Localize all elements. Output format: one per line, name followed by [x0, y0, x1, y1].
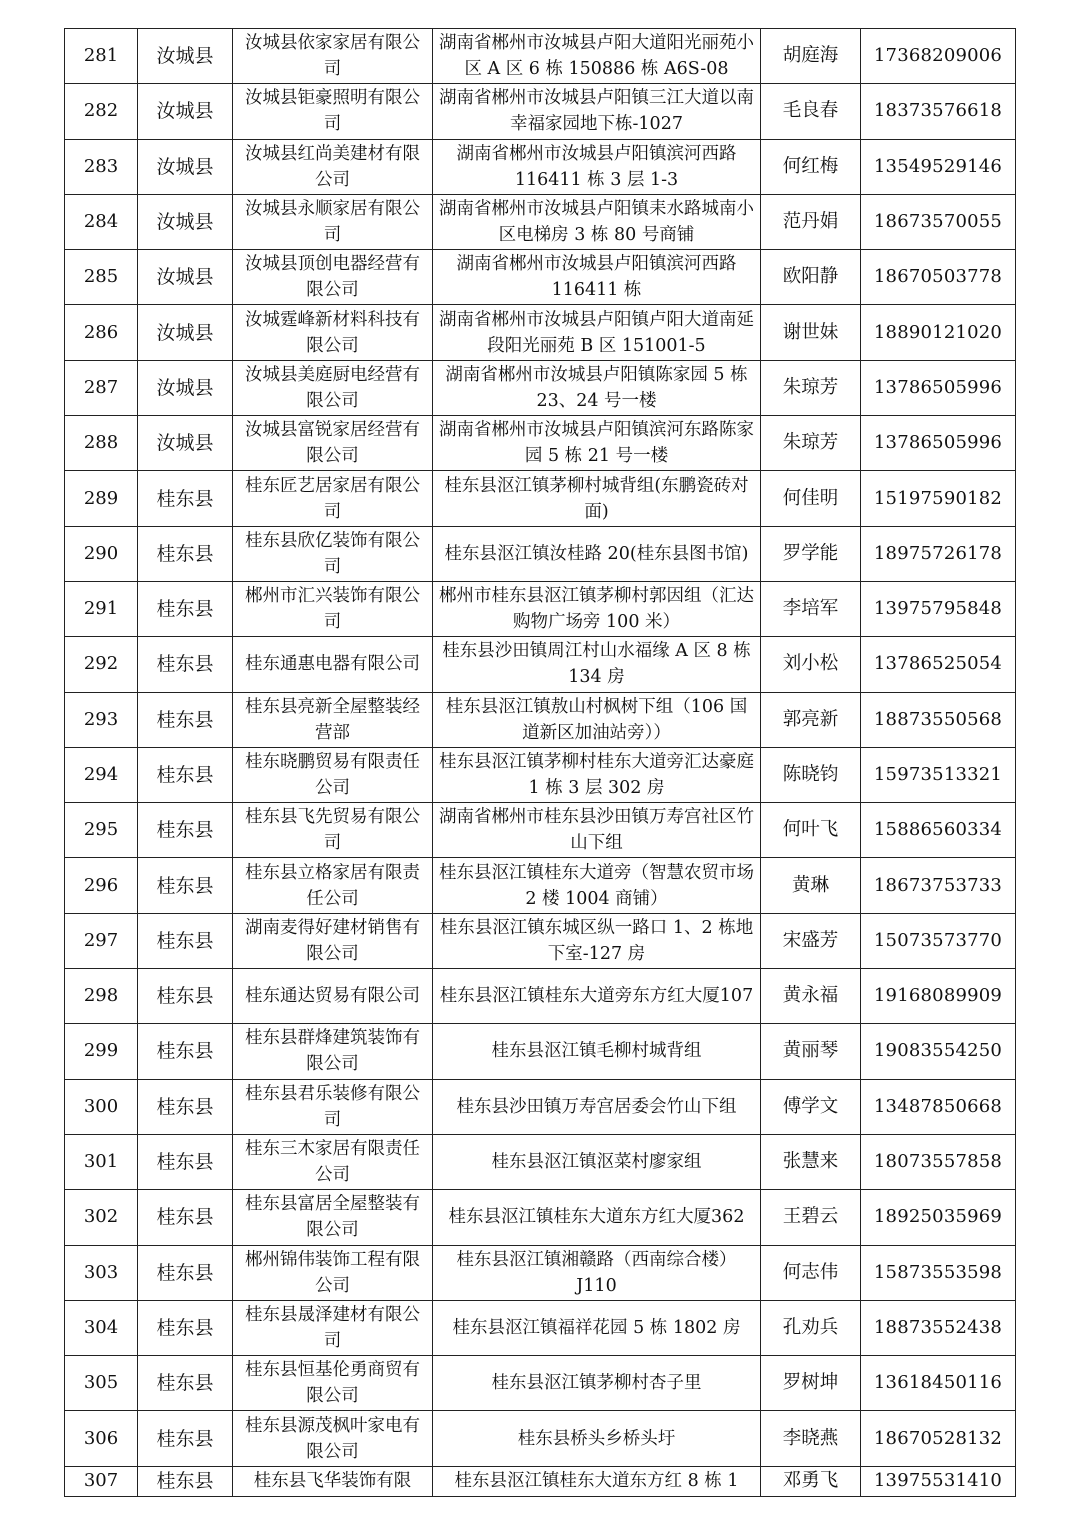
row-number: 284	[65, 194, 138, 249]
address-cell: 湖南省郴州市汝城县卢阳镇滨河西路116411 栋 3 层 1-3	[433, 139, 761, 194]
company-name-cell: 桂东县群烽建筑装饰有限公司	[233, 1024, 433, 1079]
address-cell: 桂东县沤江镇桂东大道东方红大厦362	[433, 1190, 761, 1245]
row-number: 296	[65, 858, 138, 913]
address-cell: 桂东县沤江镇茅柳村桂东大道旁汇达豪庭 1 栋 3 层 302 房	[433, 747, 761, 802]
address-cell: 郴州市桂东县沤江镇茅柳村郭因组（汇达购物广场旁 100 米）	[433, 581, 761, 636]
county-cell: 桂东县	[138, 1024, 233, 1079]
phone-cell: 19168089909	[861, 969, 1016, 1024]
phone-cell: 17368209006	[861, 29, 1016, 84]
phone-cell: 13487850668	[861, 1079, 1016, 1134]
row-number: 299	[65, 1024, 138, 1079]
row-number: 291	[65, 581, 138, 636]
row-number: 290	[65, 526, 138, 581]
phone-cell: 18890121020	[861, 305, 1016, 360]
row-number: 288	[65, 416, 138, 471]
table-row	[65, 637, 1016, 692]
address-cell: 湖南省郴州市汝城县卢阳大道阳光丽苑小区 A 区 6 栋 150886 栋 A6S-08	[433, 29, 761, 84]
county-cell: 桂东县	[138, 1411, 233, 1466]
company-name-cell: 汝城县富锐家居经营有限公司	[233, 416, 433, 471]
table-row	[65, 1190, 1016, 1245]
county-cell: 桂东县	[138, 637, 233, 692]
company-name-cell: 汝城县美庭厨电经营有限公司	[233, 360, 433, 415]
address-cell: 湖南省郴州市汝城县卢阳镇三江大道以南幸福家园地下栋-1027	[433, 84, 761, 139]
row-number: 297	[65, 913, 138, 968]
county-cell: 汝城县	[138, 250, 233, 305]
phone-cell: 18670528132	[861, 1411, 1016, 1466]
company-name-cell: 汝城县钜豪照明有限公司	[233, 84, 433, 139]
company-name-cell: 郴州市汇兴装饰有限公司	[233, 581, 433, 636]
company-name-cell: 桂东匠艺居家居有限公司	[233, 471, 433, 526]
phone-cell: 13618450116	[861, 1356, 1016, 1411]
county-cell: 桂东县	[138, 913, 233, 968]
company-name-cell: 汝城霆峰新材料科技有限公司	[233, 305, 433, 360]
county-cell: 桂东县	[138, 1079, 233, 1134]
county-cell: 桂东县	[138, 969, 233, 1024]
merchant-table	[64, 28, 1016, 1497]
address-cell: 湖南省郴州市桂东县沙田镇万寿宫社区竹山下组	[433, 803, 761, 858]
contact-person-cell: 罗树坤	[761, 1356, 861, 1411]
company-name-cell: 汝城县永顺家居有限公司	[233, 194, 433, 249]
contact-person-cell: 罗学能	[761, 526, 861, 581]
row-number: 300	[65, 1079, 138, 1134]
table-row	[65, 1356, 1016, 1411]
address-cell: 桂东县沤江镇桂东大道旁东方红大厦107	[433, 969, 761, 1024]
county-cell: 汝城县	[138, 305, 233, 360]
county-cell: 桂东县	[138, 1190, 233, 1245]
contact-person-cell: 黄丽琴	[761, 1024, 861, 1079]
company-name-cell: 桂东县君乐装修有限公司	[233, 1079, 433, 1134]
phone-cell: 15073573770	[861, 913, 1016, 968]
contact-person-cell: 宋盛芳	[761, 913, 861, 968]
county-cell: 桂东县	[138, 692, 233, 747]
table-row	[65, 913, 1016, 968]
county-cell: 桂东县	[138, 1466, 233, 1496]
table-row	[65, 858, 1016, 913]
address-cell: 桂东县沤江镇茅柳村杏子里	[433, 1356, 761, 1411]
address-cell: 桂东县沤江镇茅柳村城背组(东鹏瓷砖对面)	[433, 471, 761, 526]
phone-cell: 18925035969	[861, 1190, 1016, 1245]
table-row	[65, 305, 1016, 360]
company-name-cell: 桂东县飞先贸易有限公司	[233, 803, 433, 858]
table-row	[65, 471, 1016, 526]
phone-cell: 15886560334	[861, 803, 1016, 858]
row-number: 283	[65, 139, 138, 194]
phone-cell: 13975531410	[861, 1466, 1016, 1496]
address-cell: 桂东县沤江镇湘赣路（西南综合楼）J110	[433, 1245, 761, 1300]
row-number: 307	[65, 1466, 138, 1496]
phone-cell: 18670503778	[861, 250, 1016, 305]
county-cell: 汝城县	[138, 416, 233, 471]
phone-cell: 13786505996	[861, 360, 1016, 415]
phone-cell: 19083554250	[861, 1024, 1016, 1079]
contact-person-cell: 朱琼芳	[761, 416, 861, 471]
row-number: 286	[65, 305, 138, 360]
phone-cell: 18673570055	[861, 194, 1016, 249]
table-row	[65, 360, 1016, 415]
address-cell: 桂东县沤江镇汝桂路 20(桂东县图书馆)	[433, 526, 761, 581]
table-row	[65, 969, 1016, 1024]
phone-cell: 18975726178	[861, 526, 1016, 581]
contact-person-cell: 何叶飞	[761, 803, 861, 858]
row-number: 298	[65, 969, 138, 1024]
phone-cell: 15873553598	[861, 1245, 1016, 1300]
address-cell: 桂东县沙田镇万寿宫居委会竹山下组	[433, 1079, 761, 1134]
address-cell: 湖南省郴州市汝城县卢阳镇滨河东路陈家园 5 栋 21 号一楼	[433, 416, 761, 471]
company-name-cell: 桂东县亮新全屋整装经营部	[233, 692, 433, 747]
row-number: 292	[65, 637, 138, 692]
company-name-cell: 郴州锦伟装饰工程有限公司	[233, 1245, 433, 1300]
row-number: 287	[65, 360, 138, 415]
contact-person-cell: 黄琳	[761, 858, 861, 913]
company-name-cell: 桂东三木家居有限责任公司	[233, 1134, 433, 1189]
table-row	[65, 1300, 1016, 1355]
company-name-cell: 汝城县依家家居有限公司	[233, 29, 433, 84]
table-row	[65, 692, 1016, 747]
contact-person-cell: 张慧来	[761, 1134, 861, 1189]
phone-cell: 13786525054	[861, 637, 1016, 692]
row-number: 306	[65, 1411, 138, 1466]
company-name-cell: 桂东县恒基伦勇商贸有限公司	[233, 1356, 433, 1411]
address-cell: 湖南省郴州市汝城县卢阳镇陈家园 5 栋 23、24 号一楼	[433, 360, 761, 415]
row-number: 289	[65, 471, 138, 526]
table-row	[65, 581, 1016, 636]
row-number: 303	[65, 1245, 138, 1300]
table-row	[65, 1024, 1016, 1079]
phone-cell: 13549529146	[861, 139, 1016, 194]
company-name-cell: 桂东晓鹏贸易有限责任公司	[233, 747, 433, 802]
table-row	[65, 139, 1016, 194]
company-name-cell: 桂东县晟泽建材有限公司	[233, 1300, 433, 1355]
county-cell: 汝城县	[138, 29, 233, 84]
contact-person-cell: 谢世妹	[761, 305, 861, 360]
contact-person-cell: 范丹娟	[761, 194, 861, 249]
address-cell: 桂东县沤江镇桂东大道东方红 8 栋 1	[433, 1466, 761, 1496]
row-number: 294	[65, 747, 138, 802]
company-name-cell: 桂东通达贸易有限公司	[233, 969, 433, 1024]
contact-person-cell: 傅学文	[761, 1079, 861, 1134]
county-cell: 汝城县	[138, 139, 233, 194]
county-cell: 桂东县	[138, 581, 233, 636]
address-cell: 桂东县沙田镇周江村山水福缘 A 区 8 栋 134 房	[433, 637, 761, 692]
contact-person-cell: 欧阳静	[761, 250, 861, 305]
county-cell: 桂东县	[138, 1356, 233, 1411]
company-name-cell: 桂东县源茂枫叶家电有限公司	[233, 1411, 433, 1466]
company-name-cell: 桂东县立格家居有限责任公司	[233, 858, 433, 913]
contact-person-cell: 郭亮新	[761, 692, 861, 747]
row-number: 282	[65, 84, 138, 139]
contact-person-cell: 刘小松	[761, 637, 861, 692]
county-cell: 桂东县	[138, 526, 233, 581]
table-row	[65, 803, 1016, 858]
row-number: 304	[65, 1300, 138, 1355]
phone-cell: 15973513321	[861, 747, 1016, 802]
phone-cell: 13975795848	[861, 581, 1016, 636]
table-row	[65, 1134, 1016, 1189]
contact-person-cell: 李晓燕	[761, 1411, 861, 1466]
county-cell: 桂东县	[138, 1134, 233, 1189]
address-cell: 桂东县桥头乡桥头圩	[433, 1411, 761, 1466]
row-number: 281	[65, 29, 138, 84]
table-row	[65, 250, 1016, 305]
row-number: 293	[65, 692, 138, 747]
contact-person-cell: 何佳明	[761, 471, 861, 526]
contact-person-cell: 何志伟	[761, 1245, 861, 1300]
address-cell: 桂东县沤江镇桂东大道旁（智慧农贸市场 2 楼 1004 商铺）	[433, 858, 761, 913]
address-cell: 桂东县沤江镇敖山村枫树下组（106 国道新区加油站旁））	[433, 692, 761, 747]
contact-person-cell: 何红梅	[761, 139, 861, 194]
phone-cell: 18073557858	[861, 1134, 1016, 1189]
table-row	[65, 1466, 1016, 1496]
county-cell: 桂东县	[138, 803, 233, 858]
company-name-cell: 汝城县红尚美建材有限公司	[233, 139, 433, 194]
address-cell: 桂东县沤江镇沤菜村廖家组	[433, 1134, 761, 1189]
contact-person-cell: 陈晓钧	[761, 747, 861, 802]
company-name-cell: 湖南麦得好建材销售有限公司	[233, 913, 433, 968]
contact-person-cell: 李培军	[761, 581, 861, 636]
table-row	[65, 1245, 1016, 1300]
table-row	[65, 526, 1016, 581]
address-cell: 湖南省郴州市汝城县卢阳镇滨河西路116411 栋	[433, 250, 761, 305]
merchant-table-body	[65, 29, 1016, 1497]
county-cell: 桂东县	[138, 1245, 233, 1300]
company-name-cell: 桂东县飞华装饰有限	[233, 1466, 433, 1496]
address-cell: 桂东县沤江镇福祥花园 5 栋 1802 房	[433, 1300, 761, 1355]
company-name-cell: 桂东县富居全屋整装有限公司	[233, 1190, 433, 1245]
table-row	[65, 84, 1016, 139]
county-cell: 桂东县	[138, 471, 233, 526]
contact-person-cell: 毛良春	[761, 84, 861, 139]
county-cell: 汝城县	[138, 194, 233, 249]
row-number: 305	[65, 1356, 138, 1411]
table-row	[65, 1079, 1016, 1134]
table-row	[65, 1411, 1016, 1466]
address-cell: 桂东县沤江镇东城区纵一路口 1、2 栋地下室-127 房	[433, 913, 761, 968]
phone-cell: 15197590182	[861, 471, 1016, 526]
row-number: 302	[65, 1190, 138, 1245]
row-number: 285	[65, 250, 138, 305]
county-cell: 桂东县	[138, 858, 233, 913]
county-cell: 汝城县	[138, 360, 233, 415]
address-cell: 湖南省郴州市汝城县卢阳镇耒水路城南小区电梯房 3 栋 80 号商铺	[433, 194, 761, 249]
table-row	[65, 416, 1016, 471]
table-row	[65, 747, 1016, 802]
phone-cell: 18373576618	[861, 84, 1016, 139]
contact-person-cell: 黄永福	[761, 969, 861, 1024]
county-cell: 汝城县	[138, 84, 233, 139]
county-cell: 桂东县	[138, 1300, 233, 1355]
company-name-cell: 桂东县欣亿装饰有限公司	[233, 526, 433, 581]
company-name-cell: 汝城县顶创电器经营有限公司	[233, 250, 433, 305]
phone-cell: 18873550568	[861, 692, 1016, 747]
contact-person-cell: 胡庭海	[761, 29, 861, 84]
phone-cell: 13786505996	[861, 416, 1016, 471]
table-row	[65, 29, 1016, 84]
contact-person-cell: 王碧云	[761, 1190, 861, 1245]
row-number: 301	[65, 1134, 138, 1189]
address-cell: 湖南省郴州市汝城县卢阳镇卢阳大道南延段阳光丽苑 B 区 151001-5	[433, 305, 761, 360]
phone-cell: 18673753733	[861, 858, 1016, 913]
contact-person-cell: 邓勇飞	[761, 1466, 861, 1496]
row-number: 295	[65, 803, 138, 858]
table-row	[65, 194, 1016, 249]
contact-person-cell: 朱琼芳	[761, 360, 861, 415]
company-name-cell: 桂东通惠电器有限公司	[233, 637, 433, 692]
contact-person-cell: 孔劝兵	[761, 1300, 861, 1355]
address-cell: 桂东县沤江镇毛柳村城背组	[433, 1024, 761, 1079]
county-cell: 桂东县	[138, 747, 233, 802]
phone-cell: 18873552438	[861, 1300, 1016, 1355]
